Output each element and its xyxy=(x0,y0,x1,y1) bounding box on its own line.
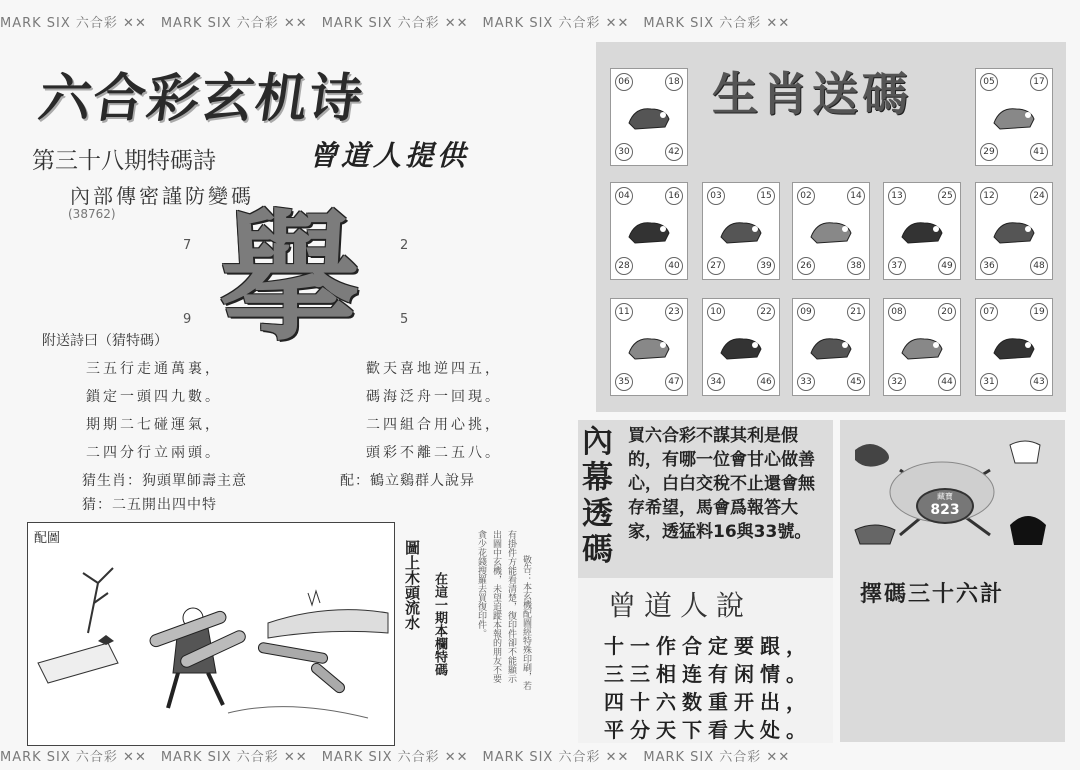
zodiac-card xyxy=(702,182,780,280)
zodiac-number: 21 xyxy=(847,303,865,321)
zodiac-card xyxy=(792,298,870,396)
zodiac-card xyxy=(883,182,961,280)
zodiac-number: 15 xyxy=(757,187,775,205)
picture-caption: 圖上木頭流水 xyxy=(403,540,421,630)
zodiac-card xyxy=(702,298,780,396)
watermark-text: MARK SIX 六合彩 ✕✕ xyxy=(482,749,630,765)
zodiac-number: 04 xyxy=(615,187,633,205)
zodiac-number: 16 xyxy=(665,187,683,205)
corner-number-tr: 2 xyxy=(400,238,409,253)
zeng-line: 平分天下看大处。 xyxy=(604,718,812,742)
zodiac-number: 39 xyxy=(757,257,775,275)
zodiac-number: 20 xyxy=(938,303,956,321)
corner-number-br: 5 xyxy=(400,312,409,327)
zodiac-number: 17 xyxy=(1030,73,1048,91)
monkey-icon xyxy=(717,327,765,367)
watermark-text: MARK SIX 六合彩 ✕✕ xyxy=(321,749,469,765)
zodiac-number: 18 xyxy=(665,73,683,91)
poem-left-line: 三五行走通萬裏， xyxy=(86,361,222,377)
zodiac-title: 生肖送碼 xyxy=(712,67,912,121)
zodiac-number: 40 xyxy=(665,257,683,275)
zodiac-number: 45 xyxy=(847,373,865,391)
poem-right-line: 歡天喜地逆四五， xyxy=(366,361,502,377)
secret-note: 內部傳密謹防變碼 xyxy=(70,184,254,208)
zodiac-number: 06 xyxy=(615,73,633,91)
zodiac-number: 48 xyxy=(1030,257,1048,275)
zeng-line: 十一作合定要跟， xyxy=(604,634,812,658)
poem-left-line: 二四分行立兩頭。 xyxy=(86,445,222,461)
zodiac-number: 33 xyxy=(797,373,815,391)
zodiac-card xyxy=(610,182,688,280)
zodiac-number: 49 xyxy=(938,257,956,275)
disclaimer-col: 出圖中玄機，未望追蹤本報的朋友不要 xyxy=(491,530,501,683)
zodiac-number: 07 xyxy=(980,303,998,321)
zodiac-number: 34 xyxy=(707,373,725,391)
zodiac-number: 32 xyxy=(888,373,906,391)
zodiac-number: 19 xyxy=(1030,303,1048,321)
zodiac-card xyxy=(975,298,1053,396)
ze-title: 擇碼三十六計 xyxy=(860,582,1005,607)
big-riddle-character: 擧 xyxy=(219,198,360,361)
watermark-text: MARK SIX 六合彩 ✕✕ xyxy=(643,15,791,31)
zodiac-number: 41 xyxy=(1030,143,1048,161)
zodiac-number: 46 xyxy=(757,373,775,391)
issue-code: (38762) xyxy=(68,207,116,221)
zodiac-number: 27 xyxy=(707,257,725,275)
poem-heading: 附送詩曰（猜特碼） xyxy=(42,333,168,349)
watermark-text: MARK SIX 六合彩 ✕✕ xyxy=(0,15,147,31)
disclaimer-col: 有掛件方能看清楚，復印件卻不能顯示 xyxy=(506,530,516,683)
zodiac-number: 30 xyxy=(615,143,633,161)
zeng-line: 三三相连有闲情。 xyxy=(604,662,812,686)
zodiac-number: 47 xyxy=(665,373,683,391)
zodiac-number: 24 xyxy=(1030,187,1048,205)
zodiac-number: 05 xyxy=(980,73,998,91)
poem-left-line: 期期二七碰運氣， xyxy=(86,417,222,433)
zodiac-number: 22 xyxy=(757,303,775,321)
corner-number-bl: 9 xyxy=(183,312,192,327)
dragon-icon xyxy=(855,444,889,467)
disclaimer-col: 貪少花錢搜羅去買復印件。 xyxy=(476,530,486,638)
zodiac-number: 44 xyxy=(938,373,956,391)
zodiac-card xyxy=(610,68,688,166)
zodiac-number: 11 xyxy=(615,303,633,321)
watermark-text: MARK SIX 六合彩 ✕✕ xyxy=(0,749,147,765)
zodiac-number: 28 xyxy=(615,257,633,275)
pair-line: 配：鶴立鷄群人說异 xyxy=(340,473,475,489)
pig-icon xyxy=(990,327,1038,367)
poem-right-line: 碼海泛舟一回現。 xyxy=(366,389,502,405)
treasure-badge-label: 藏寶 xyxy=(937,492,953,501)
zodiac-number: 13 xyxy=(888,187,906,205)
dog-icon xyxy=(898,327,946,367)
inner-title: 內幕透碼 xyxy=(582,424,613,568)
zodiac-number: 12 xyxy=(980,187,998,205)
zodiac-number: 37 xyxy=(888,257,906,275)
dragon-icon xyxy=(807,211,855,251)
disclaimer-col: 敬告：本玄機配圖經特殊印刷，若 xyxy=(521,555,531,690)
picture-label: 配圖 xyxy=(34,531,61,546)
zodiac-number: 35 xyxy=(615,373,633,391)
woodcarrier-illustration xyxy=(28,523,394,745)
ox-icon xyxy=(990,97,1038,137)
riddle-picture xyxy=(27,522,395,746)
zodiac-number: 29 xyxy=(980,143,998,161)
zodiac-number: 36 xyxy=(980,257,998,275)
watermark-band-top xyxy=(0,6,1080,36)
rooster-icon xyxy=(807,327,855,367)
zodiac-number: 38 xyxy=(847,257,865,275)
tiger-icon xyxy=(855,525,895,544)
treasure-badge xyxy=(916,488,974,524)
zeng-title: 曾道人說 xyxy=(608,589,753,622)
zodiac-number: 10 xyxy=(707,303,725,321)
picture-note: 在這一期本欄特碼 xyxy=(432,572,447,676)
treasure-badge-value: 823 xyxy=(930,502,960,518)
horse-icon xyxy=(1010,516,1046,545)
watermark-text: MARK SIX 六合彩 ✕✕ xyxy=(321,15,469,31)
zodiac-number: 25 xyxy=(938,187,956,205)
watermark-text: MARK SIX 六合彩 ✕✕ xyxy=(160,749,308,765)
guess-number: 猜：二五開出四中特 xyxy=(82,497,217,513)
issue-label: 第三十八期特碼詩 xyxy=(32,148,216,174)
rabbit-icon xyxy=(717,211,765,251)
watermark-text: MARK SIX 六合彩 ✕✕ xyxy=(160,15,308,31)
zodiac-number: 14 xyxy=(847,187,865,205)
poem-right-line: 頭彩不離二五八。 xyxy=(366,445,502,461)
zodiac-card xyxy=(975,182,1053,280)
guess-animal: 猜生肖：狗頭單師壽主意 xyxy=(82,473,247,489)
zodiac-number: 09 xyxy=(797,303,815,321)
inner-text: 買六合彩不謀其利是假的，有哪一位會甘心做善心，白白交稅不止還會無存希望，馬會爲報答大家，透猛料16與33號。 xyxy=(628,426,815,542)
snake-icon xyxy=(898,211,946,251)
zodiac-number: 31 xyxy=(980,373,998,391)
zodiac-number: 08 xyxy=(888,303,906,321)
zodiac-number: 43 xyxy=(1030,373,1048,391)
zodiac-card xyxy=(883,298,961,396)
page-title: 六合彩玄机诗 xyxy=(35,69,368,129)
goat-icon xyxy=(1010,441,1040,463)
zodiac-card xyxy=(792,182,870,280)
zodiac-number: 03 xyxy=(707,187,725,205)
watermark-text: MARK SIX 六合彩 ✕✕ xyxy=(482,15,630,31)
zeng-line: 四十六数重开出， xyxy=(604,690,812,714)
poem-left-line: 鎖定一頭四九數。 xyxy=(86,389,222,405)
zodiac-number: 26 xyxy=(797,257,815,275)
zodiac-number: 23 xyxy=(665,303,683,321)
tiger-icon xyxy=(625,211,673,251)
corner-number-tl: 7 xyxy=(183,238,192,253)
zodiac-number: 42 xyxy=(665,143,683,161)
horse-icon xyxy=(990,211,1038,251)
zodiac-card xyxy=(610,298,688,396)
provider-label: 曾道人提供 xyxy=(307,139,477,172)
zodiac-number: 02 xyxy=(797,187,815,205)
zodiac-card xyxy=(975,68,1053,166)
goat-icon xyxy=(625,327,673,367)
rat-icon xyxy=(625,97,673,137)
watermark-text: MARK SIX 六合彩 ✕✕ xyxy=(643,749,791,765)
poem-right-line: 二四組合用心挑， xyxy=(366,417,502,433)
